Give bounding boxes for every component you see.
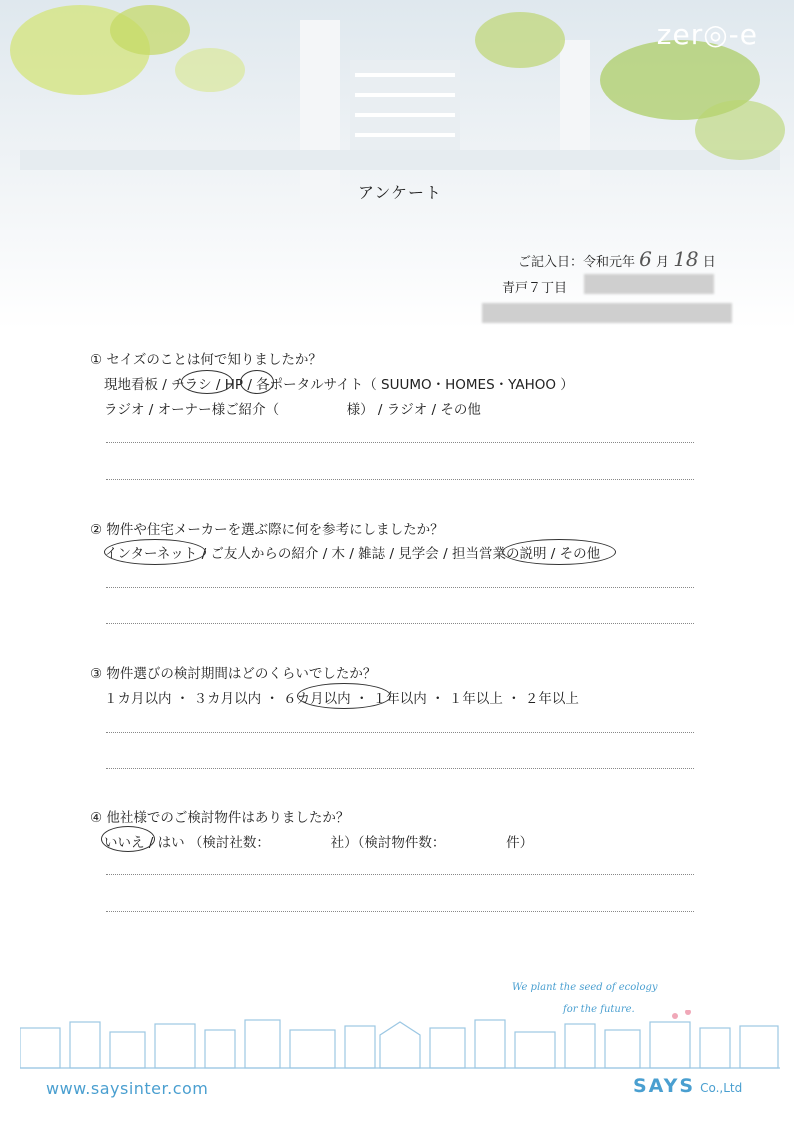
address: 青戸７丁目 bbox=[502, 281, 568, 296]
date-day-unit: 日 bbox=[702, 255, 716, 270]
company-name bbox=[633, 1075, 742, 1097]
company-suffix: Co.,Ltd bbox=[700, 1081, 743, 1095]
question-text: 物件選びの検討期間はどのくらいでしたか？ bbox=[106, 666, 377, 682]
logo: zer◎-e bbox=[656, 18, 758, 51]
company-logo-text: SAYS bbox=[633, 1075, 696, 1097]
question-4 bbox=[90, 806, 349, 826]
question-text: 他社様でのご検討物件はありましたか？ bbox=[106, 810, 350, 826]
question-2 bbox=[90, 518, 444, 538]
question-text: 物件や住宅メーカーを選ぶ際に何を参考にしましたか？ bbox=[106, 522, 444, 538]
redacted-name bbox=[482, 303, 732, 323]
selected-circle-hp bbox=[240, 370, 274, 394]
eco-slogan-line1: We plant the seed of ecology bbox=[512, 982, 658, 993]
date-day: 18 bbox=[673, 247, 699, 271]
selected-circle-sales bbox=[502, 539, 616, 565]
question-number: ④ bbox=[90, 810, 103, 826]
selected-circle-chirashi bbox=[181, 370, 233, 394]
question-3-options: １カ月以内 ・ ３カ月以内 ・ ６カ月以内 ・ １年以内 ・ １年以上 ・ ２年以上 bbox=[104, 691, 579, 707]
eco-slogan-line2: for the future. bbox=[563, 1004, 635, 1015]
answer-line bbox=[106, 587, 694, 588]
selected-circle-internet bbox=[104, 539, 206, 565]
question-1-options: 現地看板 / チラシ / HP / 各ポータルサイト（ SUUMO・HOMES・YAHOO ） bbox=[104, 377, 574, 393]
date-field bbox=[518, 247, 716, 271]
house-skyline-illustration bbox=[20, 1010, 780, 1070]
question-3 bbox=[90, 662, 376, 682]
selected-circle-no bbox=[101, 826, 155, 852]
answer-line bbox=[106, 442, 694, 443]
answer-line bbox=[106, 623, 694, 624]
question-text: セイズのことは何で知りましたか？ bbox=[106, 352, 322, 368]
date-month: 6 bbox=[639, 247, 652, 271]
date-month-unit: 月 bbox=[656, 255, 670, 270]
answer-line bbox=[106, 768, 694, 769]
date-label: ご記入日：令和元年 bbox=[518, 255, 636, 270]
question-1-options-line2: ラジオ / オーナー様ご紹介（ 様） / ラジオ / その他 bbox=[104, 402, 481, 418]
answer-line bbox=[106, 874, 694, 875]
question-4-options: いいえ / はい （検討社数： 社）（検討物件数： 件） bbox=[104, 835, 534, 851]
question-number: ② bbox=[90, 522, 103, 538]
answer-line bbox=[106, 911, 694, 912]
website-url: www.saysinter.com bbox=[46, 1079, 209, 1098]
answer-line bbox=[106, 732, 694, 733]
question-1 bbox=[90, 348, 322, 368]
answer-line bbox=[106, 479, 694, 480]
page-title: アンケート bbox=[358, 183, 443, 202]
question-number: ① bbox=[90, 352, 103, 368]
question-number: ③ bbox=[90, 666, 103, 682]
selected-circle-6months bbox=[297, 683, 391, 709]
redacted-address bbox=[584, 274, 714, 294]
question-2-options: インターネット / ご友人からの紹介 / 木 / 雑誌 / 見学会 / 担当営業の説明 / その他 bbox=[104, 546, 601, 562]
